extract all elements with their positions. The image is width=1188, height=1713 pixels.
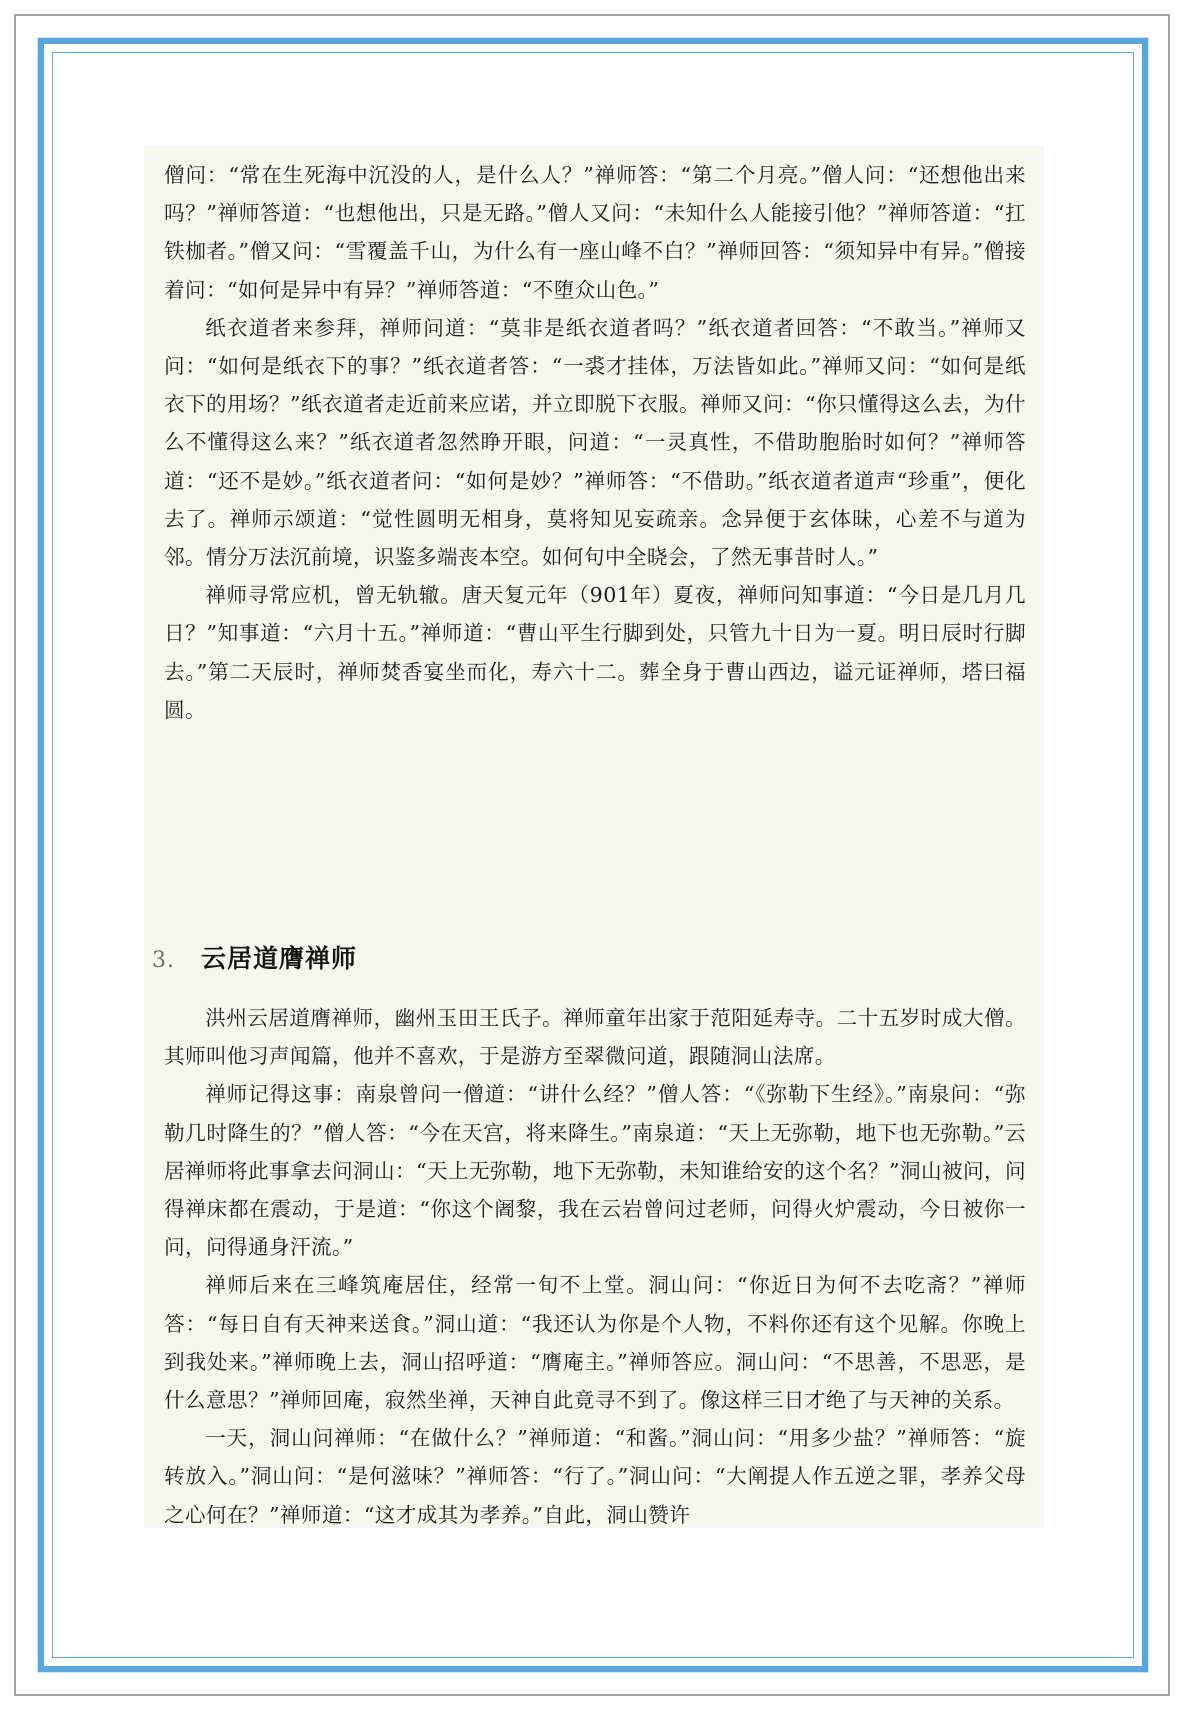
paragraph: 禅师后来在三峰筑庵居住，经常一旬不上堂。洞山问：“你近日为何不去吃斋？”禅师答：“每日自有天神来送食。”洞山道：“我还认为你是个人物，不料你还有这个见解。你晚上到我处来。”禅师晚上去，洞山招呼道：“膺庵主。”禅师答应。洞山问：“不思善，不思恶，是什么意思？”禅师回庵，寂然坐禅，天神自此竟寻不到了。像这样三日才绝了与天神的关系。	[164, 1273, 1026, 1413]
scanned-page-content	[144, 146, 1044, 1528]
text-block-before-section	[164, 156, 1026, 729]
section-heading	[152, 939, 357, 975]
paragraph: 僧问：“常在生死海中沉没的人，是什么人？”禅师答：“第二个月亮。”僧人问：“还想他出来吗？”禅师答道：“也想他出，只是无路。”僧人又问：“未知什么人能接引他？”禅师答道：“扛铁枷者。”僧又问：“雪覆盖千山，为什么有一座山峰不白？”禅师回答：“须知异中有异。”僧接着问：“如何是异中有异？”禅师答道：“不堕众山色。”	[164, 163, 1026, 302]
text-block-after-section	[164, 999, 1026, 1534]
paragraph: 禅师记得这事：南泉曾问一僧道：“讲什么经？”僧人答：“《弥勒下生经》。”南泉问：“弥勒几时降生的？”僧人答：“今在天宫，将来降生。”南泉道：“天上无弥勒，地下也无弥勒。”云居禅师将此事拿去问洞山：“天上无弥勒，地下无弥勒，未知谁给安的这个名？”洞山被问，问得禅床都在震动，于是道：“你这个阇黎，我在云岩曾问过老师，问得火炉震动，今日被你一问，问得通身汗流。”	[164, 1082, 1026, 1260]
section-title-text: 云居道膺禅师	[201, 944, 358, 973]
paragraph: 洪州云居道膺禅师，幽州玉田王氏子。禅师童年出家于范阳延寿寺。二十五岁时成大僧。其师叫他习声闻篇，他并不喜欢，于是游方至翠微问道，跟随洞山法席。	[164, 1006, 1026, 1069]
paragraph: 禅师寻常应机，曾无轨辙。唐天复元年（901年）夏夜，禅师问知事道：“今日是几月几日？”知事道：“六月十五。”禅师道：“曹山平生行脚到处，只管九十日为一夏。明日辰时行脚去。”第二天辰时，禅师焚香宴坐而化，寿六十二。葬全身于曹山西边，谥元证禅师，塔曰福圆。	[164, 583, 1026, 722]
paragraph: 一天，洞山问禅师：“在做什么？”禅师道：“和酱。”洞山问：“用多少盐？”禅师答：“旋转放入。”洞山问：“是何滋味？”禅师答：“行了。”洞山问：“大阐提人作五逆之罪，孝养父母之心何在？”禅师道：“这才成其为孝养。”自此，洞山赞许	[164, 1426, 1026, 1527]
section-number: 3.	[152, 948, 175, 973]
paragraph: 纸衣道者来参拜，禅师问道：“莫非是纸衣道者吗？”纸衣道者回答：“不敢当。”禅师又问：“如何是纸衣下的事？”纸衣道者答：“一裘才挂体，万法皆如此。”禅师又问：“如何是纸衣下的用场？”纸衣道者走近前来应诺，并立即脱下衣服。禅师又问：“你只懂得这么去，为什么不懂得这么来？”纸衣道者忽然睁开眼，问道：“一灵真性，不借助胞胎时如何？”禅师答道：“还不是妙。”纸衣道者问：“如何是妙？”禅师答：“不借助。”纸衣道者道声“珍重”，便化去了。禅师示颂道：“觉性圆明无相身，莫将知见妄疏亲。念异便于玄体昧，心差不与道为邻。情分万法沉前境，识鉴多端丧本空。如何句中全晓会，了然无事昔时人。”	[164, 315, 1026, 570]
